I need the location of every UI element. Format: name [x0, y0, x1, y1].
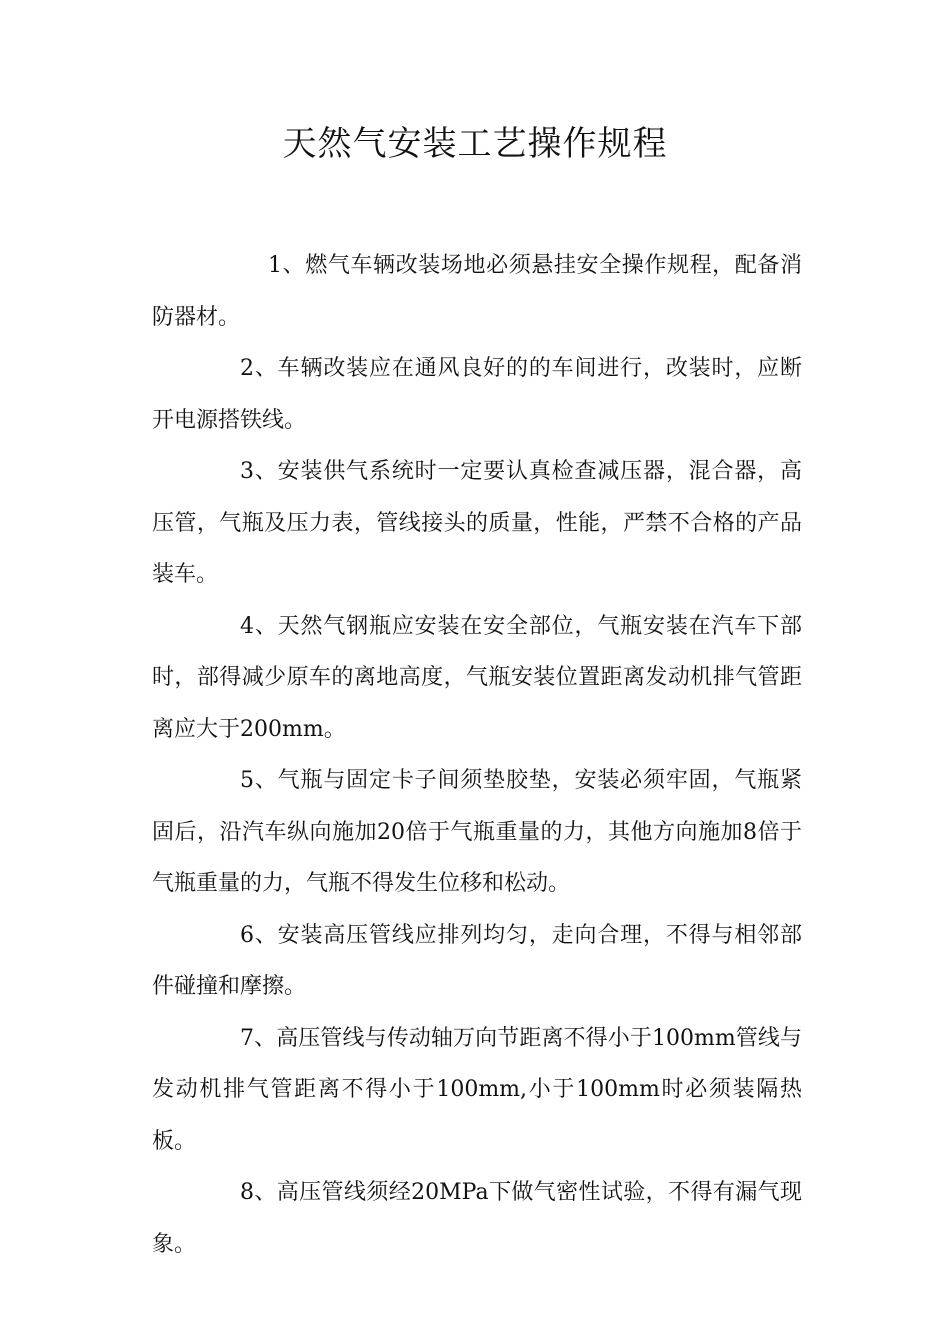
paragraph-3: 3、安装供气系统时一定要认真检查减压器，混合器，高压管，气瓶及压力表，管线接头的质量，性能，严禁不合格的产品装车。	[152, 459, 802, 587]
document-body	[152, 240, 802, 1270]
document-title: 天然气安装工艺操作规程	[282, 124, 668, 164]
paragraph-6: 6、安装高压管线应排列均匀，走向合理，不得与相邻部件碰撞和摩擦。	[152, 922, 802, 999]
paragraph-1: 1、燃气车辆改装场地必须悬挂安全操作规程，配备消防器材。	[152, 253, 802, 330]
paragraph-5: 5、气瓶与固定卡子间须垫胶垫，安装必须牢固，气瓶紧固后，沿汽车纵向施加20倍于气瓶重量的力，其他方向施加8倍于气瓶重量的力，气瓶不得发生位移和松动。	[152, 768, 802, 896]
paragraph-4: 4、天然气钢瓶应安装在安全部位，气瓶安装在汽车下部时，部得减少原车的离地高度，气瓶安装位置距离发动机排气管距离应大于200mm。	[152, 613, 802, 742]
paragraph-7: 7、高压管线与传动轴万向节距离不得小于100mm管线与发动机排气管距离不得小于100mm,小于100mm时必须装隔热板。	[152, 1025, 802, 1154]
paragraph-8: 8、高压管线须经20MPa下做气密性试验，不得有漏气现象。	[152, 1180, 802, 1257]
paragraph-2: 2、车辆改装应在通风良好的的车间进行，改装时，应断开电源搭铁线。	[152, 356, 802, 433]
